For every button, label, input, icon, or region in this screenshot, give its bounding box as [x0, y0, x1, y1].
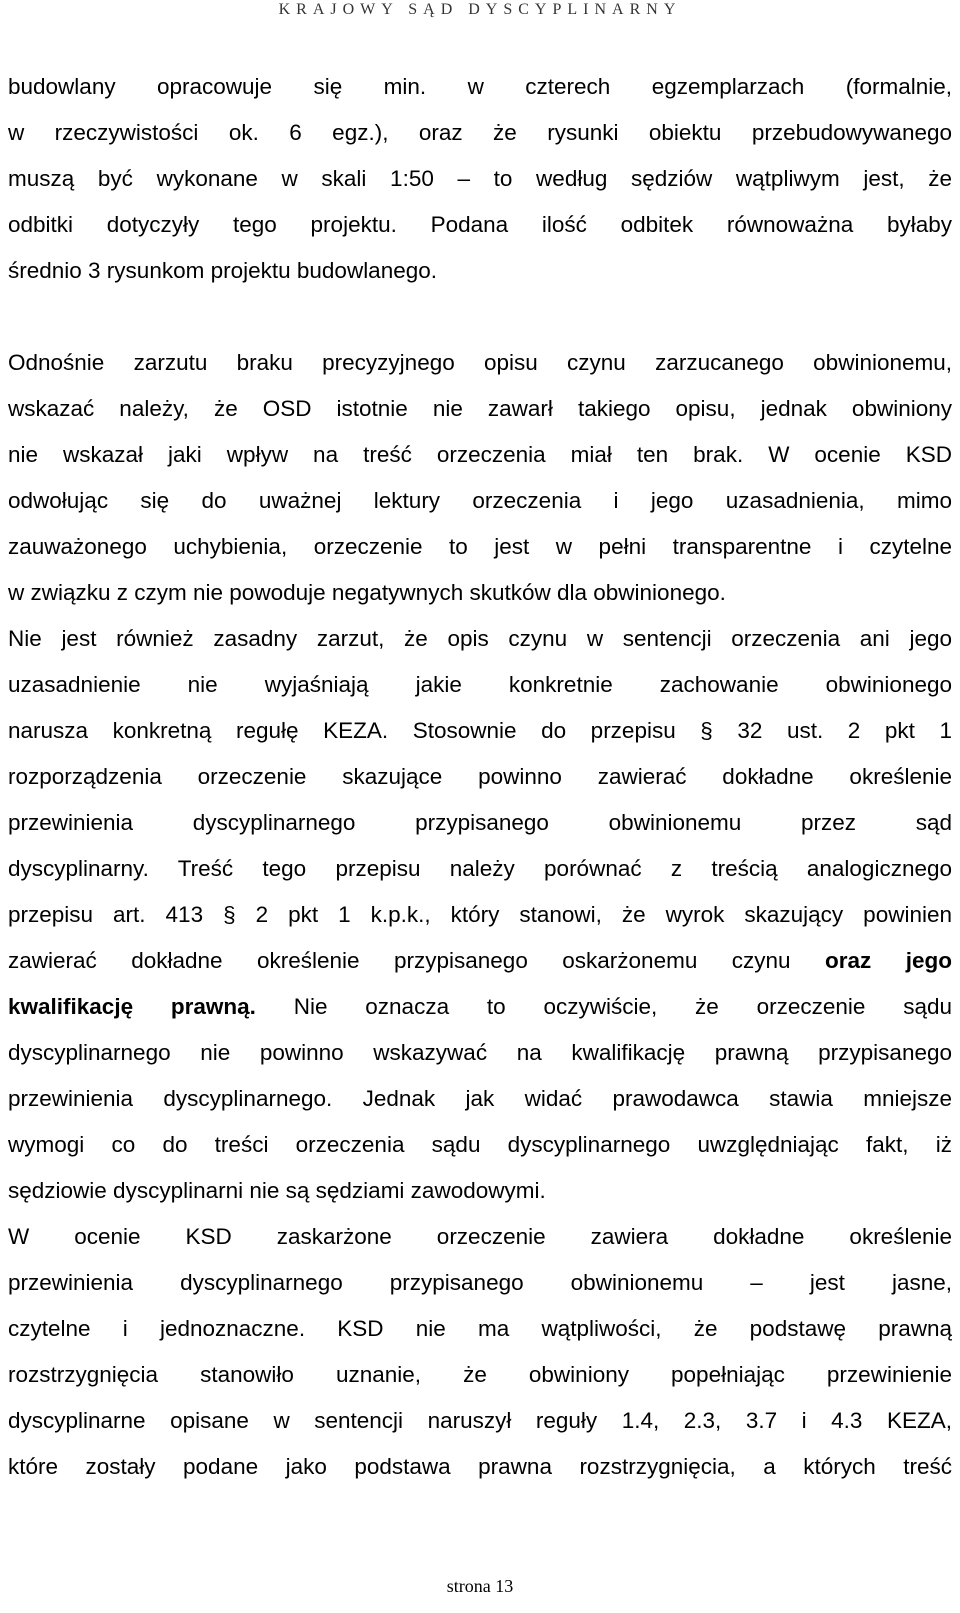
text-line: przepisu art. 413 § 2 pkt 1 k.p.k., który stanowi, że wyrok skazujący powinien — [8, 902, 952, 927]
text-segment: Nie oznacza to oczywiście, że orzeczenie sądu — [293, 994, 952, 1019]
text-line: wskazać należy, że OSD istotnie nie zawarł takiego opisu, jednak obwiniony — [8, 396, 952, 421]
text-line: wymogi co do treści orzeczenia sądu dyscyplinarnego uwzględniając fakt, iż — [8, 1132, 952, 1157]
paragraph-4 — [8, 1214, 952, 1490]
text-line: sędziowie dyscyplinarni nie są sędziami zawodowymi. — [8, 1178, 546, 1203]
text-line: przewinienia dyscyplinarnego. Jednak jak widać prawodawca stawia mniejsze — [8, 1086, 952, 1111]
text-line: uzasadnienie nie wyjaśniają jakie konkretnie zachowanie obwinionego — [8, 672, 952, 697]
paragraph-1 — [8, 64, 952, 294]
text-line: odbitki dotyczyły tego projektu. Podana ilość odbitek równoważna byłaby — [8, 212, 952, 237]
text-line: narusza konkretną regułę KEZA. Stosownie do przepisu § 32 ust. 2 pkt 1 — [8, 718, 952, 743]
text-line: rozstrzygnięcia stanowiło uznanie, że obwiniony popełniając przewinienie — [8, 1362, 952, 1387]
document-body — [8, 64, 952, 1490]
text-line: przewinienia dyscyplinarnego przypisanego obwinionemu przez sąd — [8, 810, 952, 835]
page-number: strona 13 — [446, 1576, 514, 1596]
text-line-with-bold — [8, 938, 952, 984]
text-line-with-bold — [8, 984, 952, 1030]
text-segment: zawierać dokładne określenie przypisanego oskarżonemu czynu — [8, 948, 791, 973]
text-line: nie wskazał jaki wpływ na treść orzeczenia miał ten brak. W ocenie KSD — [8, 442, 952, 467]
text-line: w rzeczywistości ok. 6 egz.), oraz że rysunki obiektu przebudowywanego — [8, 120, 952, 145]
text-line: dyscyplinarny. Treść tego przepisu należy porównać z treścią analogicznego — [8, 856, 952, 881]
text-line: muszą być wykonane w skali 1:50 – to według sędziów wątpliwym jest, że — [8, 166, 952, 191]
paragraph-2 — [8, 340, 952, 616]
bold-text: oraz jego — [825, 948, 952, 973]
text-line: które zostały podane jako podstawa prawna rozstrzygnięcia, a których treść — [8, 1454, 952, 1479]
text-line: w związku z czym nie powoduje negatywnych skutków dla obwinionego. — [8, 580, 726, 605]
text-line: czytelne i jednoznaczne. KSD nie ma wątpliwości, że podstawę prawną — [8, 1316, 952, 1341]
text-line: odwołując się do uważnej lektury orzeczenia i jego uzasadnienia, mimo — [8, 488, 952, 513]
document-header: KRAJOWY SĄD DYSCYPLINARNY — [278, 1, 682, 18]
text-line: budowlany opracowuje się min. w czterech egzemplarzach (formalnie, — [8, 74, 952, 99]
text-line: dyscyplinarnego nie powinno wskazywać na kwalifikację prawną przypisanego — [8, 1040, 952, 1065]
text-line: Odnośnie zarzutu braku precyzyjnego opisu czynu zarzucanego obwinionemu, — [8, 350, 952, 375]
text-line: rozporządzenia orzeczenie skazujące powinno zawierać dokładne określenie — [8, 764, 952, 789]
bold-text: kwalifikację prawną. — [8, 994, 256, 1019]
paragraph-gap — [8, 294, 952, 340]
text-line: dyscyplinarne opisane w sentencji naruszył reguły 1.4, 2.3, 3.7 i 4.3 KEZA, — [8, 1408, 952, 1433]
paragraph-3 — [8, 616, 952, 1214]
text-line: zauważonego uchybienia, orzeczenie to jest w pełni transparentne i czytelne — [8, 534, 952, 559]
text-line: średnio 3 rysunkom projektu budowlanego. — [8, 258, 438, 283]
text-line: przewinienia dyscyplinarnego przypisanego obwinionemu – jest jasne, — [8, 1270, 952, 1295]
text-line: Nie jest również zasadny zarzut, że opis czynu w sentencji orzeczenia ani jego — [8, 626, 952, 651]
text-line: W ocenie KSD zaskarżone orzeczenie zawiera dokładne określenie — [8, 1224, 952, 1249]
